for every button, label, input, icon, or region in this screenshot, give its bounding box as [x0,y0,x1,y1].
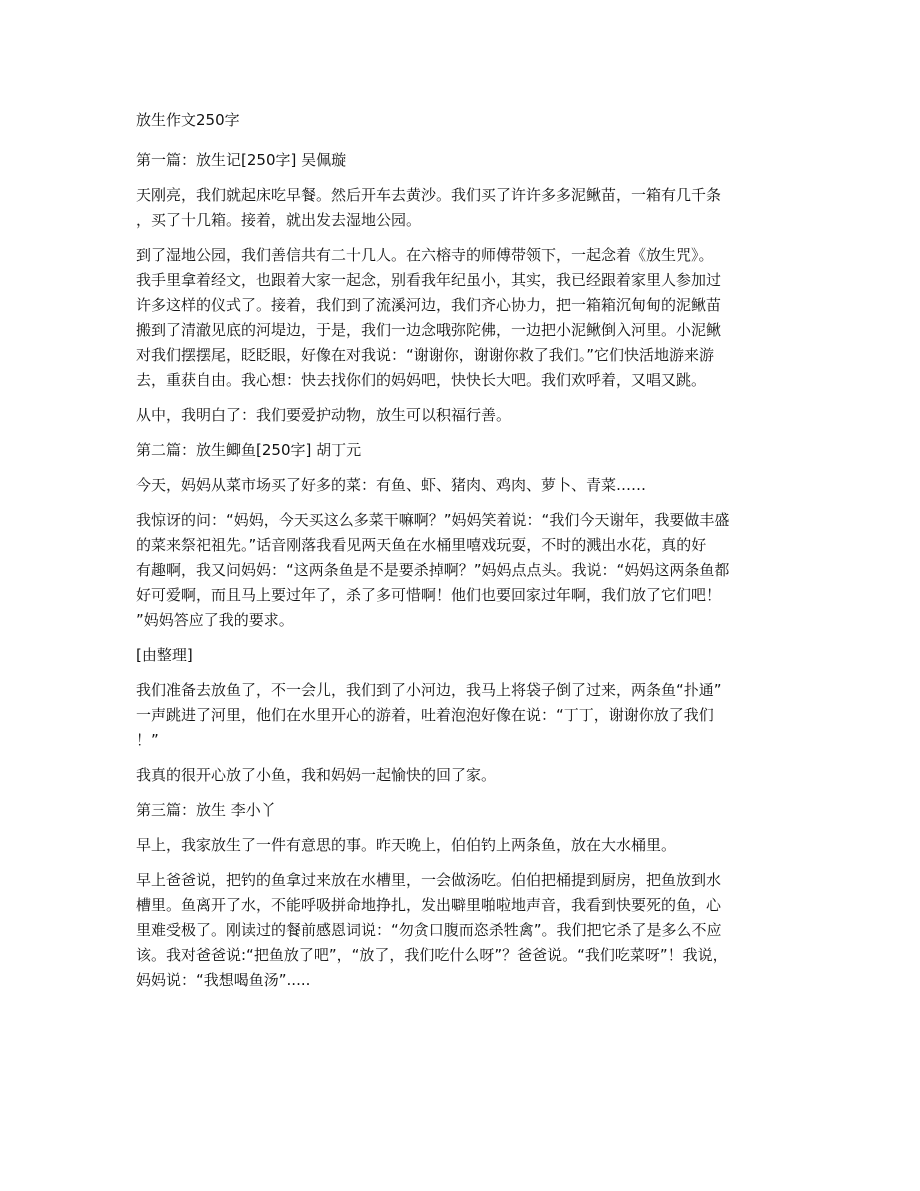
paragraph: 天刚亮，我们就起床吃早餐。然后开车去黄沙。我们买了许许多多泥鳅苗，一箱有几千条 ，买了十几箱。接着，就出发去湿地公园。 [136,186,722,229]
paragraph: 我真的很开心放了小鱼，我和妈妈一起愉快的回了家。 [136,766,497,784]
document-page [136,108,786,1003]
paragraph: 早上，我家放生了一件有意思的事。昨天晚上，伯伯钓上两条鱼，放在大水桶里。 [136,836,677,854]
section-heading-3: 第三篇：放生 李小丫 [136,801,276,819]
paragraph: 从中，我明白了：我们要爱护动物，放生可以积福行善。 [136,406,512,424]
paragraph: 到了湿地公园，我们善信共有二十几人。在六榕寺的师傅带领下，一起念着《放生咒》。 我手里拿着经文，也跟着大家一起念，别看我年纪虽小，其实，我已经跟着家里人参加过 许多这样的仪式了。接着，我们到了流溪河边，我们齐心协力，把一箱箱沉甸甸的泥鳅苗 搬到了清澈见底的河堤边，于是，我们一边念哦弥陀佛，一边把小泥鳅倒入河里。小泥鳅 对我们摆摆尾，眨眨眼，好像在对我说：“谢谢你，谢谢你救了我们。”它们快活地游来游 去，重获自由。我心想：快去找你们的妈妈吧，快快长大吧。我们欢呼着，又唱又跳。 [136,246,722,389]
section-heading-1: 第一篇：放生记[250字] 吴佩璇 [136,151,347,169]
section-heading-2: 第二篇：放生鲫鱼[250字] 胡丁元 [136,441,362,459]
document-title: 放生作文250字 [136,111,240,129]
paragraph: 我惊讶的问：“妈妈，今天买这么多菜干嘛啊？”妈妈笑着说：“我们今天谢年，我要做丰盛 的菜来祭祀祖先。”话音刚落我看见两天鱼在水桶里嘻戏玩耍，不时的溅出水花，真的好 有趣啊，我又问妈妈：“这两条鱼是不是要杀掉啊？”妈妈点点头。我说：“妈妈这两条鱼都 好可爱啊，而且马上要过年了，杀了多可惜啊！他们也要回家过年啊，我们放了它们吧！ ”妈妈答应了我的要求。 [136,511,730,629]
paragraph: 今天，妈妈从菜市场买了好多的菜：有鱼、虾、猪肉、鸡肉、萝卜、青菜…… [136,476,647,494]
paragraph: 我们准备去放鱼了，不一会儿，我们到了小河边，我马上将袋子倒了过来，两条鱼“扑通” 一声跳进了河里，他们在水里开心的游着，吐着泡泡好像在说：“丁丁，谢谢你放了我们 ！” [136,681,722,749]
source-note: [由整理] [136,646,193,664]
paragraph: 早上爸爸说，把钓的鱼拿过来放在水槽里，一会做汤吃。伯伯把桶提到厨房，把鱼放到水 槽里。鱼离开了水，不能呼吸拼命地挣扎，发出噼里啪啦地声音，我看到快要死的鱼，心 里难受极了。刚读过的餐前感恩词说：“勿贪口腹而恣杀牲禽”。我们把它杀了是多么不应 该。我对爸爸说:“把鱼放了吧”，“放了，我们吃什么呀”？爸爸说。“我们吃菜呀”！我说， 妈妈说：“我想喝鱼汤”..... [136,871,728,989]
